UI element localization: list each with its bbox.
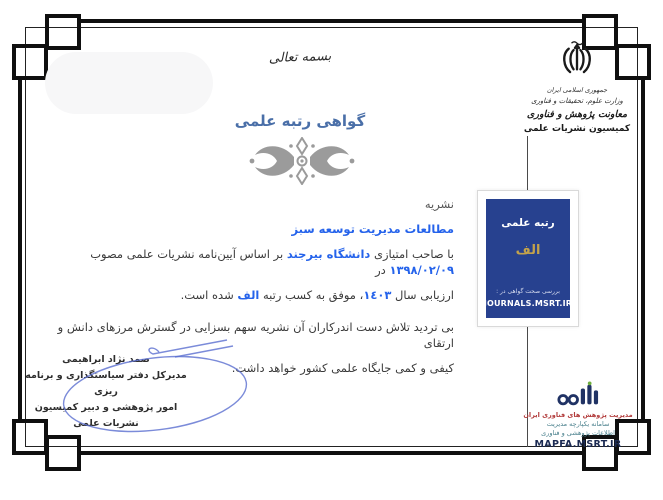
signatory-role-2: امور پژوهشی و دبیر کمیسیون [34, 402, 178, 413]
body-line2-pre: ارزیابی سال [391, 288, 454, 302]
signatory-role-3: نشریات علمی [73, 418, 139, 429]
ministry-country-line: جمهوری اسلامی ایران [546, 86, 608, 94]
evaluation-year: ١٤٠٣ [363, 288, 392, 302]
signatory-role-1: مدیرکل دفتر سیاستگذاری و برنامه ریزی [25, 370, 187, 397]
signatory-name: صمد نژاد ابراهیمی [62, 354, 150, 365]
mapfa-title: مدیریت پژوهش های فناوری ایران [523, 411, 633, 419]
ministry-name-line: وزارت علوم، تحقیقات و فناوری [531, 97, 623, 105]
rank-badge-card [477, 190, 579, 327]
approval-date: ۱۳۹۸/۰۲/۰۹ [389, 263, 454, 277]
body-line1-mid: بر اساس آیین‌نامه نشریات علمی مصوب [90, 247, 287, 261]
ministry-commission-line: کمیسیون نشریات علمی [523, 124, 631, 134]
bismillah-calligraphy: بسمه تعالی [268, 48, 332, 67]
mapfa-subtitle-2: اطلاعات پژوهشی و فناوری [541, 429, 615, 437]
journal-label: نشریه [424, 197, 454, 211]
badge-heading: رتبه علمی [501, 217, 555, 229]
ministry-deputy-line: معاونت پژوهش و فناوری [526, 109, 628, 120]
mapfa-url: MAPFA.MSRT.IR [534, 439, 622, 450]
body-line2-mid: ، موفق به کسب رتبه [259, 288, 364, 302]
journal-name: مطالعات مدیریت توسعه سبز [291, 222, 454, 236]
mapfa-logo-icon [554, 381, 602, 409]
mapfa-subtitle-1: سامانه یکپارچه مدیریت [546, 420, 610, 428]
rank-value-inline: الف [237, 288, 260, 302]
body-paragraph2-line2: کیفی و کمی جایگاه علمی کشور خواهد داشت. [231, 361, 454, 375]
badge-verify-url: JOURNALS.MSRT.IR [483, 299, 573, 308]
redacted-stamp-area [45, 52, 213, 114]
body-paragraph2-line1: بی تردید تلاش دست اندرکاران آن نشریه سهم بسزایی در گسترش مرزهای دانش و ارتقای [57, 320, 454, 350]
body-line1-post: در [375, 263, 390, 277]
iran-emblem-icon [555, 34, 599, 84]
body-line1-pre: با صاحب امتیازی [370, 247, 454, 261]
certificate-body [40, 196, 454, 376]
filigree-ornament-icon [247, 137, 357, 185]
ministry-header [513, 34, 641, 134]
rank-badge [483, 199, 573, 318]
badge-rank-value: الف [515, 243, 541, 258]
mapfa-footer [508, 381, 648, 450]
body-line-1 [40, 246, 454, 278]
journal-owner: دانشگاه بیرجند [286, 247, 371, 261]
body-line-2 [40, 287, 454, 303]
certificate-title: گواهی رتبه علمی [234, 112, 366, 130]
badge-verify-label: بررسی صحت گواهی در : [496, 288, 560, 295]
body-line2-post: شده است. [180, 288, 238, 302]
signatory-block [25, 352, 187, 432]
